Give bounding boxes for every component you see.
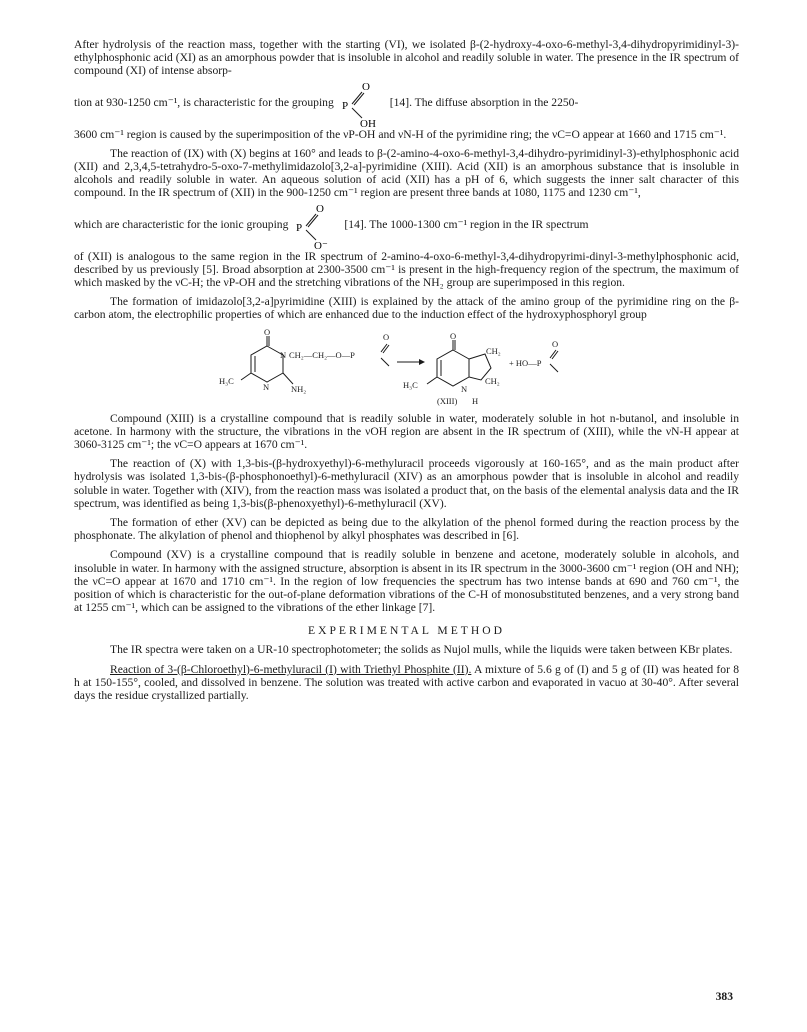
paragraph-6: The formation of ether (XV) can be depicted as being due to the alkylation of the phenol formed during the reaction process by the phosphonate. The alkylation of phenol and thiophenol by alkyl phosphates was described in [6]. (74, 516, 739, 543)
paragraph-1b (74, 78, 739, 128)
reaction-scheme (74, 328, 739, 408)
section-heading: EXPERIMENTAL METHOD (307, 624, 505, 638)
scheme-compound-label: (XIII) (436, 395, 457, 406)
paragraph-7: Compound (XV) is a crystalline compound that is readily soluble in benzene and acetone, moderately soluble in alcohols, and insoluble in water. In harmony with the assigned structure, absorption is absent in its IR spectrum in the 3000-3600 cm⁻¹ region (OH and NH); the νC=O appear at 1670 and 1710 cm⁻¹. In the region of low frequencies the spectrum has two intense bands at 690 and 760 cm⁻¹, the position of which is characteristic for the out-of-plane deformation vibrations of the C-H of monosubstituted benzenes, and a very strong band at 1255 cm⁻¹, which can be assigned to the vibrations of the ether linkage [7]. (74, 548, 739, 615)
paragraph-2c: of (XII) is analogous to the same region in the IR spectrum of 2-amino-4-oxo-6-methyl-3,4-dihydropyrimi-dinyl-3-methylphosphonic acid, described by us previously [5]. Broad absorption at 2300-3500 cm⁻¹ is present in the high-frequency region of the spectrum, the maximum of which masked by the νC-H; the νP-OH and the stretching vibrations of the NH₂ group are superimposed in this region. (74, 249, 739, 290)
ionic-p-label: P (296, 221, 303, 234)
scheme-byproduct: + HO—P (508, 357, 541, 368)
ionic-group-structure (292, 200, 340, 250)
group-p-label: P (341, 99, 348, 112)
ionic-o-label: O (316, 202, 325, 215)
paragraph-9-title: Reaction of 3-(β-Chloroethyl)-6-methyluracil (I) with Triethyl Phosphite (II). (110, 662, 472, 676)
paragraph-4: Compound (XIII) is a crystalline compound that is readily soluble in water, moderately soluble in hot n-butanol, and insoluble in acetone. In harmony with the structure, the vibrations in the νOH region are absent in the IR spectrum of (XIII), while the νN-H appear at 3060-3125 cm⁻¹; the νC=O appears at 1670 cm⁻¹. (74, 411, 739, 452)
paragraph-9-body: A mixture of 5.6 g of (I) and 5 g of (II) was heated for 8 h at 150-155°, cooled, and dissolved in benzene. The solution was treated with active carbon and evaporated in vacuo at 30-40°. After several days the residue crystallized partially. (74, 662, 739, 703)
phosphoryl-group-drawing (338, 78, 386, 128)
ionic-group-drawing (292, 200, 340, 250)
paragraph-3: The formation of imidazolo[3,2-a]pyrimidine (XIII) is explained by the attack of the amino group of the pyrimidine ring on the β-carbon atom, the electrophilic properties of which are enhanced due to the induction effect of the hydroxyphosphoryl group (74, 295, 739, 322)
reaction-scheme-drawing (217, 328, 597, 408)
group-oh-label: OH (359, 117, 376, 128)
paragraph-2b-text-before: which are characteristic for the ionic grouping (74, 218, 289, 232)
paragraph-1b-text-after: [14]. The diffuse absorption in the 2250- (389, 96, 579, 109)
paragraph-2a: The reaction of (IX) with (X) begins at 160° and leads to β-(2-amino-4-oxo-6-methyl-3,4-dihydro-pyrimidinyl-3)-ethylphosphonic acid (XII) and 2,3,4,5-tetrahydro-5-oxo-7-methylimidazolo[3,2-a]-pyrimidine (XIII). Acid (XII) is an amorphous substance that is insoluble in alcohols and readily soluble in water. An aqueous solution of acid (XII) has a pH of 6, which suggests the inner salt character of this compound. In the IR spectrum of (XII) in the 900-1250 cm⁻¹ region are present three bands at 1080, 1175 and 1230 cm⁻¹, (74, 146, 739, 200)
scheme-left-p-oxygen: O (382, 331, 389, 342)
paragraph-2b (74, 200, 739, 250)
scheme-right-methyl: H₃C (402, 379, 418, 390)
scheme-left-nh2: NH₂ (290, 383, 306, 394)
phosphoryl-group-structure (338, 78, 386, 128)
paragraph-9 (74, 663, 739, 703)
scheme-right-n: N (460, 383, 467, 394)
paragraph-8: The IR spectra were taken on a UR-10 spectrophotometer; the solids as Nujol mulls, while the liquids were taken between KBr plates. (110, 643, 733, 657)
scheme-left-methyl: H₃C (218, 375, 234, 386)
paragraph-1b-text-before: tion at 930-1250 cm⁻¹, is characteristic for the grouping (74, 96, 334, 109)
scheme-left-o: O (263, 327, 270, 337)
paragraph-2b-text-after: [14]. The 1000-1300 cm⁻¹ region in the IR spectrum (344, 218, 589, 232)
scheme-left-n: N (279, 349, 286, 360)
group-o-label: O (361, 80, 370, 93)
scheme-right-o: O (449, 330, 456, 341)
scheme-byproduct-o: O (551, 338, 558, 349)
scheme-left-n2: N (262, 381, 269, 392)
scheme-left-chain: CH₂—CH₂—O—P (288, 349, 355, 360)
paragraph-1a: After hydrolysis of the reaction mass, together with the starting (VI), we isolated β-(2-hydroxy-4-oxo-6-methyl-3,4-dihydropyrimidinyl-3)-ethylphosphonic acid (XI) as an amorphous powder that is insoluble in alcohol and readily soluble in water. The presence in the IR spectrum of compound (XI) of intense absorp- (74, 38, 739, 78)
page-body (74, 38, 739, 702)
page-number: 383 (715, 990, 733, 1003)
ionic-o-minus-label: O⁻ (314, 239, 329, 250)
scheme-right-ch2-bottom: CH₂ (484, 375, 500, 386)
scheme-right-h: H (471, 395, 478, 406)
scheme-right-ch2-top: CH₂ (485, 345, 501, 356)
paragraph-5: The reaction of (X) with 1,3-bis-(β-hydroxyethyl)-6-methyluracil proceeds vigorously at 160-165°, and as the main product after hydrolysis was isolated 1,3-bis-(β-phosphonoethyl)-6-methyluracil (XIV) as an amorphous powder that is insoluble in alcohol and readily soluble in water. Together with (XIV), from the reaction mass was isolated a product that, on the basis of the elemental analysis data and the IR spectrum, was identified as being 1,3-bis(β-phenoxyethyl)-6-methyluracil (XV). (74, 457, 739, 510)
paragraph-1c: 3600 cm⁻¹ region is caused by the superimposition of the νP-OH and νN-H of the pyrimidine ring; the νC=O appear at 1660 and 1715 cm⁻¹. (74, 127, 727, 141)
